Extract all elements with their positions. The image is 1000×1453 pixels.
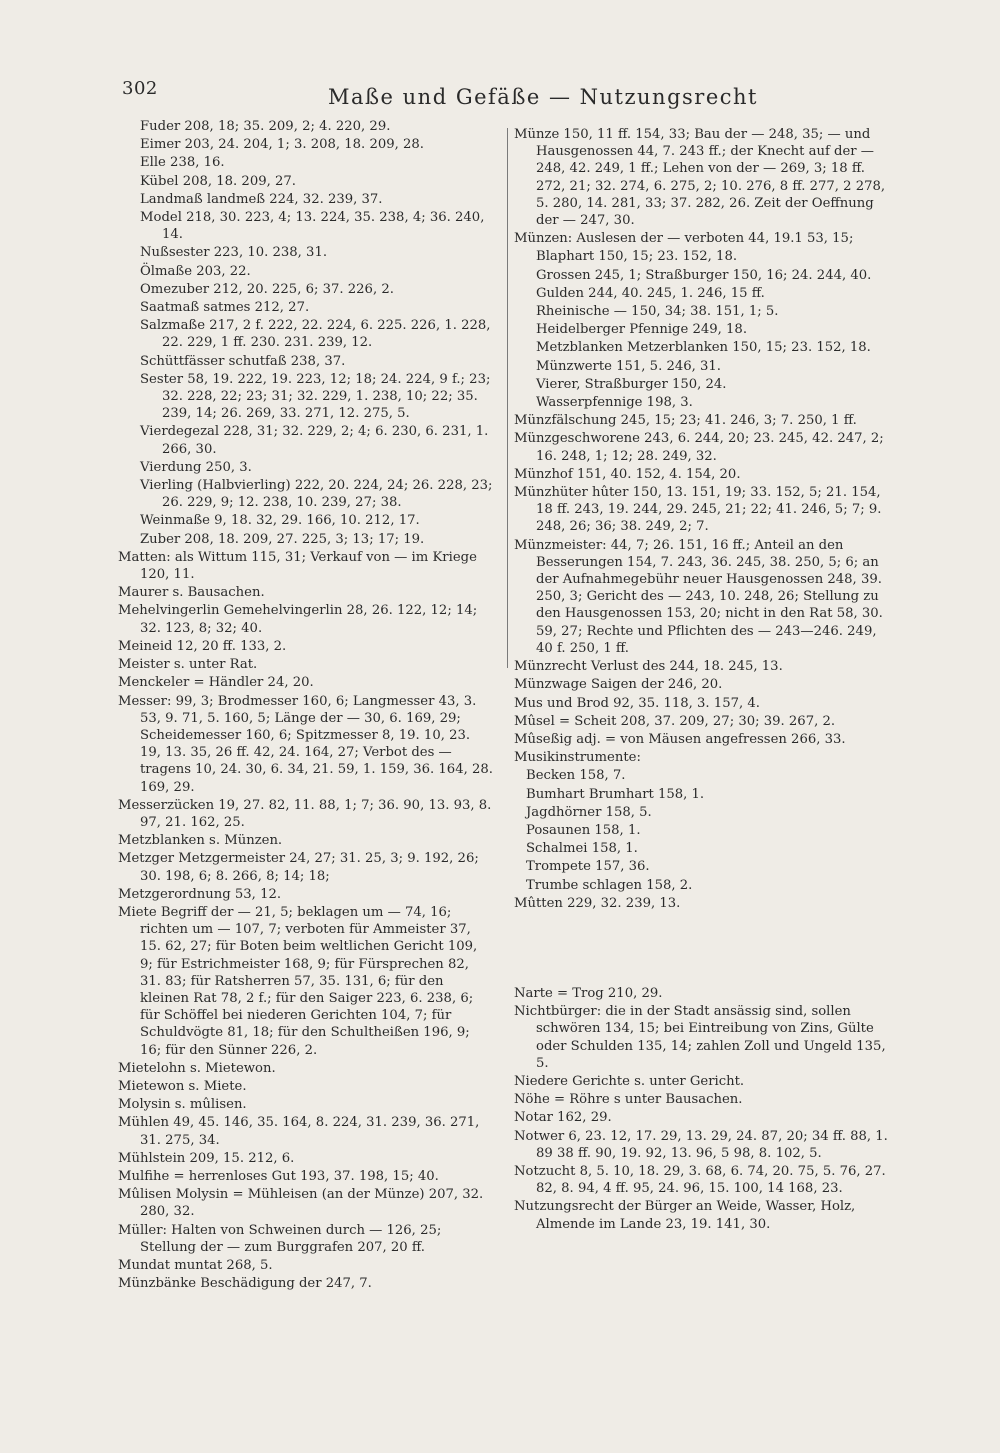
- right-column-mid: [514, 658, 896, 766]
- index-entry: Mietewon s. Miete.: [118, 1078, 247, 1094]
- index-entry: Weinmaße 9, 18. 32, 29. 166, 10. 212, 17.: [140, 513, 420, 529]
- index-entry: Münzgeschworene 243, 6. 244, 20; 23. 245, 42. 247, 2; 16. 248, 1; 12; 28. 249, 32.: [514, 431, 884, 464]
- index-entry: Mûsel = Scheit 208, 37. 209, 27; 30; 39. 267, 2.: [514, 713, 836, 729]
- index-entry: Heidelberger Pfennige 249, 18.: [536, 322, 748, 338]
- index-entry: Eimer 203, 24. 204, 1; 3. 208, 18. 209, 28.: [140, 137, 424, 153]
- index-entry: Metzgerordnung 53, 12.: [118, 886, 282, 902]
- instrument-sublist: [514, 767, 896, 893]
- index-entry: Elle 238, 16.: [140, 155, 225, 171]
- right-column-top: [514, 126, 896, 657]
- index-entry: Messer: 99, 3; Brodmesser 160, 6; Langmesser 43, 3. 53, 9. 71, 5. 160, 5; Länge der — 30, 6. 169, 29; Scheidemesser 160, 6; Spitzmesser 8, 19. 10, 23. 19, 13. 35, 26 ff. 42, 24. 164, 27; Verbot des —tragens 10, 24. 30, 6. 34, 21. 59, 1. 159, 36. 164, 28. 169, 29.: [118, 693, 493, 795]
- index-entry: Model 218, 30. 223, 4; 13. 224, 35. 238, 4; 36. 240, 14.: [140, 210, 485, 243]
- index-entry: Saatmaß satmes 212, 27.: [140, 300, 310, 316]
- page-number: 302: [122, 78, 158, 99]
- index-entry: Blaphart 150, 15; 23. 152, 18.: [536, 249, 738, 265]
- index-entry: Narte = Trog 210, 29.: [514, 985, 663, 1001]
- index-entry: Jagdhörner 158, 5.: [526, 804, 652, 820]
- right-column-after: [514, 895, 896, 912]
- index-entry: Salzmaße 217, 2 f. 222, 22. 224, 6. 225. 226, 1. 228, 22. 229, 1 ff. 230. 231. 239, 12.: [140, 318, 491, 351]
- index-entry: Fuder 208, 18; 35. 209, 2; 4. 220, 29.: [140, 119, 391, 134]
- column-divider: [507, 128, 508, 668]
- index-entry: Münze 150, 11 ff. 154, 33; Bau der — 248, 35; — und Hausgenossen 44, 7. 243 ff.; der Knecht auf der — 248, 42. 249, 1 ff.; Lehen von der — 269, 3; 18 ff. 272, 21; 32. 274, 6. 275, 2; 10. 276, 8 ff. 277, 2 278, 5. 280, 14. 281, 33; 37. 282, 26. Zeit der Oeffnung der — 247, 30.: [514, 127, 886, 229]
- index-entry: Münzmeister: 44, 7; 26. 151, 16 ff.; Anteil an den Besserungen 154, 7. 243, 36. 245, 38. 250, 5; 6; an der Aufnahmegebühr neuer Hausgenossen 248, 39. 250, 3; Gericht des — 243, 10. 248, 26; Stellung zu den Hausgenossen 153, 20; nicht in den Rat 58, 30. 59, 27; Rechte und Pflichten des — 243—246. 249, 40 f. 250, 1 ff.: [514, 537, 883, 656]
- index-entry: Vierer, Straßburger 150, 24.: [536, 376, 727, 392]
- index-entry: Trompete 157, 36.: [526, 859, 650, 875]
- index-entry: Notzucht 8, 5. 10, 18. 29, 3. 68, 6. 74, 20. 75, 5. 76, 27. 82, 8. 94, 4 ff. 95, 24. 96, 15. 100, 14 168, 23.: [514, 1163, 886, 1197]
- index-entry: Münzhüter hûter 150, 13. 151, 19; 33. 152, 5; 21. 154, 18 ff. 243, 19. 244, 29. 245, 21; 22; 41. 246, 5; 7; 9. 248, 26; 36; 38. 249, 2; 7.: [514, 485, 882, 535]
- right-column: [514, 126, 896, 1234]
- index-entry: Metzblanken s. Münzen.: [118, 833, 283, 849]
- index-entry: Kübel 208, 18. 209, 27.: [140, 173, 296, 189]
- index-entry: Meister s. unter Rat.: [118, 657, 258, 673]
- index-entry: Rheinische — 150, 34; 38. 151, 1; 5.: [536, 304, 779, 320]
- index-entry: Mus und Brod 92, 35. 118, 3. 157, 4.: [514, 695, 760, 711]
- index-entry: Mühlen 49, 45. 146, 35. 164, 8. 224, 31. 239, 36. 271, 31. 275, 34.: [118, 1115, 480, 1148]
- index-entry: Vierling (Halbvierling) 222, 20. 224, 24; 26. 228, 23; 26. 229, 9; 12. 238, 10. 239, 27; 38.: [140, 478, 493, 511]
- index-entry: Wasserpfennige 198, 3.: [536, 395, 693, 411]
- index-entry: Matten: als Wittum 115, 31; Verkauf von — im Kriege 120, 11.: [118, 549, 477, 583]
- index-entry: Vierdung 250, 3.: [140, 459, 252, 475]
- index-entry: Mehelvingerlin Gemehelvingerlin 28, 26. 122, 12; 14; 32. 123, 8; 32; 40.: [118, 603, 478, 636]
- index-entry: Molysin s. mûlisen.: [118, 1097, 247, 1113]
- index-entry: Landmaß landmeß 224, 32. 239, 37.: [140, 191, 383, 207]
- index-entry: Notwer 6, 23. 12, 17. 29, 13. 29, 24. 87, 20; 34 ff. 88, 1. 89 38 ff. 90, 19. 92, 13. 96, 5 98, 8. 102, 5.: [514, 1128, 888, 1161]
- index-entry: Metzblanken Metzerblanken 150, 15; 23. 152, 18.: [536, 340, 871, 356]
- right-column-n: [514, 985, 896, 1233]
- index-entry: Münzwage Saigen der 246, 20.: [514, 677, 723, 693]
- index-entry: Omezuber 212, 20. 225, 6; 37. 226, 2.: [140, 281, 394, 297]
- index-entry: Nöhe = Röhre s unter Bausachen.: [514, 1092, 743, 1108]
- index-entry: Notar 162, 29.: [514, 1110, 612, 1126]
- index-entry: Schüttfässer schutfaß 238, 37.: [140, 353, 346, 369]
- index-entry: Münzrecht Verlust des 244, 18. 245, 13.: [514, 659, 783, 675]
- index-entry: Messerzücken 19, 27. 82, 11. 88, 1; 7; 36. 90, 13. 93, 8. 97, 21. 162, 25.: [118, 797, 492, 830]
- index-entry: Metzger Metzgermeister 24, 27; 31. 25, 3; 9. 192, 26; 30. 198, 6; 8. 266, 8; 14; 18;: [118, 851, 479, 884]
- index-entry: Nutzungsrecht der Bürger an Weide, Wasser, Holz, Almende im Lande 23, 19. 141, 30.: [514, 1199, 856, 1232]
- index-entry: Becken 158, 7.: [526, 768, 626, 784]
- index-entry: Müller: Halten von Schweinen durch — 126, 25; Stellung der — zum Burggrafen 207, 20 ff.: [118, 1222, 442, 1255]
- index-entry: Nußsester 223, 10. 238, 31.: [140, 245, 328, 261]
- index-entry: Nichtbürger: die in der Stadt ansässig sind, sollen schwören 134, 15; bei Eintreibung von Zins, Gülte oder Schulden 135, 14; zahlen Zoll und Ungeld 135, 5.: [514, 1004, 886, 1071]
- index-entry: Sester 58, 19. 222, 19. 223, 12; 18; 24. 224, 9 f.; 23; 32. 228, 22; 23; 31; 32. 229, 1. 238, 10; 22; 35. 239, 14; 26. 269, 33. 271, 12. 275, 5.: [140, 371, 491, 422]
- index-entry: Maurer s. Bausachen.: [118, 585, 265, 601]
- index-entry: Niedere Gerichte s. unter Gericht.: [514, 1073, 745, 1089]
- section-gap: [514, 913, 896, 985]
- left-column: [118, 118, 493, 1293]
- index-entry: Vierdegezal 228, 31; 32. 229, 2; 4; 6. 230, 6. 231, 1. 266, 30.: [140, 424, 489, 457]
- index-entry: Münzbänke Beschädigung der 247, 7.: [118, 1276, 372, 1292]
- index-entry: Münzfälschung 245, 15; 23; 41. 246, 3; 7. 250, 1 ff.: [514, 413, 857, 429]
- index-entry: Mundat muntat 268, 5.: [118, 1258, 273, 1273]
- index-entry: Grossen 245, 1; Straßburger 150, 16; 24. 244, 40.: [536, 267, 872, 283]
- index-entry: Ölmaße 203, 22.: [140, 263, 251, 279]
- index-entry: Münzen: Auslesen der — verboten 44, 19.1 53, 15;: [514, 231, 854, 247]
- index-entry: Münzwerte 151, 5. 246, 31.: [536, 358, 721, 374]
- index-entry: Mulfihe = herrenloses Gut 193, 37. 198, 15; 40.: [118, 1168, 439, 1184]
- index-entry: Miete Begriff der — 21, 5; beklagen um — 74, 16; richten um — 107, 7; verboten für Ammeister 37, 15. 62, 27; für Boten beim weltlichen Gericht 109, 9; für Estrichmeister 168, 9; für Fürsprechen 82, 31. 83; für Ratsherren 57, 35. 131, 6; für den kleinen Rat 78, 2 f.; für den Saiger 223, 6. 238, 6; für Schöffel bei niederen Gerichten 104, 7; für Schuldvögte 81, 18; für den Schultheißen 196, 9; 16; für den Sünner 226, 2.: [118, 904, 478, 1058]
- running-head: Maße und Gefäße — Nutzungsrecht: [328, 85, 758, 109]
- index-entry: Menckeler = Händler 24, 20.: [118, 675, 314, 691]
- index-entry: Mûseßig adj. = von Mäusen angefressen 266, 33.: [514, 731, 846, 747]
- index-entry: Zuber 208, 18. 209, 27. 225, 3; 13; 17; 19.: [140, 531, 425, 547]
- index-entry: Mûlisen Molysin = Mühleisen (an der Münze) 207, 32. 280, 32.: [118, 1187, 484, 1220]
- index-entry: Mühlstein 209, 15. 212, 6.: [118, 1150, 295, 1166]
- index-entry: Münzhof 151, 40. 152, 4. 154, 20.: [514, 466, 741, 482]
- index-entry: Trumbe schlagen 158, 2.: [526, 877, 693, 893]
- index-entry: Musikinstrumente:: [514, 750, 641, 766]
- index-entry: Mietelohn s. Mietewon.: [118, 1060, 276, 1076]
- index-entry: Bumhart Brumhart 158, 1.: [526, 786, 705, 802]
- index-entry: Gulden 244, 40. 245, 1. 246, 15 ff.: [536, 285, 765, 301]
- index-entry: Mûtten 229, 32. 239, 13.: [514, 895, 681, 911]
- index-entry: Meineid 12, 20 ff. 133, 2.: [118, 638, 287, 654]
- index-entry: Schalmei 158, 1.: [526, 841, 638, 857]
- index-entry: Posaunen 158, 1.: [526, 822, 641, 838]
